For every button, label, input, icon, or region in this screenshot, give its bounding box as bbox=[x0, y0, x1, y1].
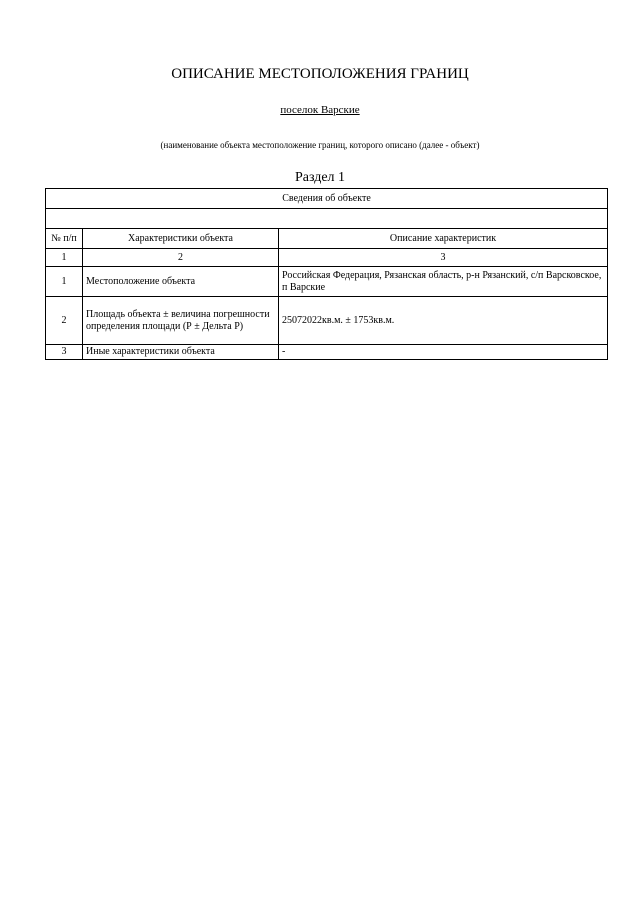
column-number: 3 bbox=[279, 249, 608, 267]
row-characteristic: Площадь объекта ± величина погрешности определения площади (Р ± Дельта Р) bbox=[83, 297, 279, 345]
table-row bbox=[46, 297, 608, 345]
table-caption: Сведения об объекте bbox=[46, 189, 608, 209]
row-number: 2 bbox=[46, 297, 83, 345]
row-characteristic: Местоположение объекта bbox=[83, 267, 279, 297]
header-description: Описание характеристик bbox=[279, 229, 608, 249]
row-number: 1 bbox=[46, 267, 83, 297]
row-characteristic: Иные характеристики объекта bbox=[83, 345, 279, 360]
header-number: № п/п bbox=[46, 229, 83, 249]
header-characteristic: Характеристики объекта bbox=[83, 229, 279, 249]
empty-row bbox=[46, 209, 608, 229]
table-row bbox=[46, 267, 608, 297]
object-info-table bbox=[45, 188, 608, 360]
column-number: 1 bbox=[46, 249, 83, 267]
column-number: 2 bbox=[83, 249, 279, 267]
row-number: 3 bbox=[46, 345, 83, 360]
page-title: ОПИСАНИЕ МЕСТОПОЛОЖЕНИЯ ГРАНИЦ bbox=[171, 66, 469, 82]
row-value: Российская Федерация, Рязанская область, р-н Рязанский, с/п Варсковское, п Варские bbox=[279, 267, 608, 297]
section-title: Раздел 1 bbox=[294, 170, 346, 185]
row-value: - bbox=[279, 345, 608, 360]
row-value: 25072022кв.м. ± 1753кв.м. bbox=[279, 297, 608, 345]
object-note: (наименование объекта местоположение границ, которого описано (далее - объект) bbox=[160, 140, 480, 150]
object-name: поселок Варские bbox=[280, 104, 360, 116]
table-row bbox=[46, 345, 608, 360]
